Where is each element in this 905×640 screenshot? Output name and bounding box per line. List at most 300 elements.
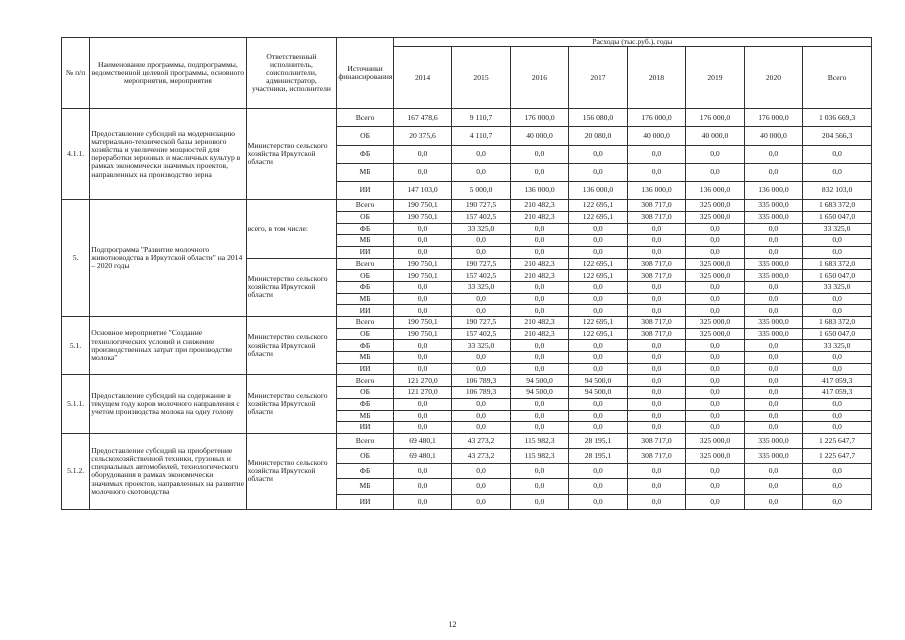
- year-value: 325 000,0: [686, 211, 744, 223]
- year-value: 5 000,0: [452, 181, 510, 199]
- year-value: 325 000,0: [686, 433, 744, 448]
- year-value: 0,0: [452, 494, 510, 509]
- year-value: 0,0: [510, 223, 568, 235]
- year-value: 0,0: [744, 281, 802, 293]
- funding-source: ИИ: [337, 246, 393, 258]
- year-value: 0,0: [686, 375, 744, 387]
- funding-source: МБ: [337, 352, 393, 364]
- year-value: 0,0: [569, 223, 627, 235]
- total-value: 0,0: [803, 398, 872, 410]
- year-value: 0,0: [393, 305, 451, 317]
- year-value: 122 695,1: [569, 258, 627, 270]
- year-value: 0,0: [569, 464, 627, 479]
- total-value: 0,0: [803, 352, 872, 364]
- funding-source: ОБ: [337, 127, 393, 145]
- responsible-executor: Министерство сельского хозяйства Иркутской области: [246, 433, 337, 509]
- year-value: 0,0: [569, 363, 627, 375]
- year-value: 0,0: [393, 422, 451, 434]
- year-value: 335 000,0: [744, 317, 802, 329]
- year-value: 0,0: [393, 293, 451, 305]
- item-number: 4.1.1.: [62, 109, 90, 200]
- funding-source: Всего: [337, 317, 393, 329]
- year-value: 121 270,0: [393, 375, 451, 387]
- funding-source: Всего: [337, 109, 393, 127]
- year-value: 0,0: [510, 494, 568, 509]
- year-value: 325 000,0: [686, 258, 744, 270]
- table-header: [62, 38, 872, 109]
- total-value: 1 683 372,0: [803, 258, 872, 270]
- year-value: 308 717,0: [627, 258, 685, 270]
- funding-source: МБ: [337, 410, 393, 422]
- table-row: [62, 433, 872, 448]
- total-value: 0,0: [803, 293, 872, 305]
- year-value: 40 000,0: [686, 127, 744, 145]
- funding-source: Всего: [337, 258, 393, 270]
- total-value: 1 036 669,3: [803, 109, 872, 127]
- year-value: 9 110,7: [452, 109, 510, 127]
- year-value: 0,0: [510, 352, 568, 364]
- year-value: 0,0: [393, 363, 451, 375]
- year-value: 0,0: [686, 494, 744, 509]
- year-value: 0,0: [686, 235, 744, 247]
- table-row: [62, 109, 872, 127]
- year-value: 122 695,1: [569, 270, 627, 282]
- year-value: 0,0: [627, 387, 685, 399]
- year-value: 122 695,1: [569, 200, 627, 212]
- year-value: 0,0: [510, 410, 568, 422]
- funding-source: Всего: [337, 375, 393, 387]
- year-value: 0,0: [627, 235, 685, 247]
- year-value: 190 750,1: [393, 258, 451, 270]
- year-value: 0,0: [627, 410, 685, 422]
- responsible-executor: всего, в том числе:: [246, 200, 337, 258]
- year-value: 136 000,0: [686, 181, 744, 199]
- year-value: 122 695,1: [569, 211, 627, 223]
- funding-source: ФБ: [337, 281, 393, 293]
- item-name: Предоставление субсидий на модернизацию материально-технической базы зернового хозяйства и увеличение мощностей для переработки зерновых и масличных культур в рамках экономически значимых проектов, направленных на производство зерна: [90, 109, 246, 200]
- year-value: 0,0: [686, 246, 744, 258]
- item-name: Подпрограмма "Развитие молочного животноводства в Иркутской области" на 2014 – 2020 годы: [90, 200, 246, 317]
- funding-source: МБ: [337, 479, 393, 494]
- year-value: 4 110,7: [452, 127, 510, 145]
- year-value: 0,0: [686, 363, 744, 375]
- year-value: 0,0: [393, 410, 451, 422]
- year-value: 0,0: [686, 293, 744, 305]
- item-name: Предоставление субсидий на содержание в текущем году коров молочного направления с учетом производства молока на одну голову: [90, 375, 246, 433]
- year-value: 157 402,5: [452, 211, 510, 223]
- item-number: 5.1.1.: [62, 375, 90, 433]
- funding-source: ИИ: [337, 305, 393, 317]
- year-value: 0,0: [510, 281, 568, 293]
- year-value: 136 000,0: [744, 181, 802, 199]
- total-value: 0,0: [803, 494, 872, 509]
- year-value: 0,0: [452, 410, 510, 422]
- responsible-executor: Министерство сельского хозяйства Иркутской области: [246, 375, 337, 433]
- year-value: 0,0: [744, 398, 802, 410]
- year-value: 0,0: [393, 223, 451, 235]
- funding-source: ИИ: [337, 494, 393, 509]
- year-value: 94 500,0: [569, 375, 627, 387]
- total-value: 0,0: [803, 479, 872, 494]
- year-value: 0,0: [627, 281, 685, 293]
- year-value: 136 000,0: [569, 181, 627, 199]
- year-value: 0,0: [744, 246, 802, 258]
- year-value: 0,0: [569, 422, 627, 434]
- year-value: 0,0: [627, 352, 685, 364]
- year-value: 0,0: [510, 145, 568, 163]
- total-value: 1 683 372,0: [803, 200, 872, 212]
- year-value: 0,0: [627, 340, 685, 352]
- year-value: 0,0: [686, 223, 744, 235]
- year-value: 115 982,3: [510, 449, 568, 464]
- funding-source: Всего: [337, 200, 393, 212]
- item-number: 5.1.2.: [62, 433, 90, 509]
- year-value: 0,0: [510, 293, 568, 305]
- year-value: 0,0: [627, 305, 685, 317]
- year-value: 69 480,1: [393, 449, 451, 464]
- header-name: Наименование программы, подпрограммы, ведомственной целевой программы, основного мероприятия, мероприятия: [90, 38, 246, 109]
- year-value: 308 717,0: [627, 200, 685, 212]
- year-value: 0,0: [686, 352, 744, 364]
- year-value: 0,0: [744, 293, 802, 305]
- year-value: 122 695,1: [569, 317, 627, 329]
- year-value: 0,0: [686, 464, 744, 479]
- year-value: 0,0: [452, 145, 510, 163]
- year-value: 0,0: [744, 375, 802, 387]
- funding-source: ФБ: [337, 145, 393, 163]
- total-value: 0,0: [803, 163, 872, 181]
- year-value: 176 000,0: [686, 109, 744, 127]
- year-value: 115 982,3: [510, 433, 568, 448]
- responsible-executor: Министерство сельского хозяйства Иркутской области: [246, 317, 337, 375]
- year-value: 308 717,0: [627, 270, 685, 282]
- year-value: 0,0: [627, 246, 685, 258]
- item-number: 5.1.: [62, 317, 90, 375]
- total-value: 417 059,3: [803, 375, 872, 387]
- year-value: 0,0: [569, 145, 627, 163]
- year-value: 0,0: [393, 398, 451, 410]
- year-value: 335 000,0: [744, 449, 802, 464]
- year-value: 0,0: [744, 305, 802, 317]
- total-value: 417 059,3: [803, 387, 872, 399]
- year-value: 0,0: [627, 223, 685, 235]
- header-year: 2015: [452, 47, 510, 109]
- year-value: 121 270,0: [393, 387, 451, 399]
- year-value: 0,0: [452, 352, 510, 364]
- year-value: 33 325,0: [452, 223, 510, 235]
- funding-source: МБ: [337, 163, 393, 181]
- funding-source: ИИ: [337, 181, 393, 199]
- year-value: 69 480,1: [393, 433, 451, 448]
- funding-source: ФБ: [337, 398, 393, 410]
- year-value: 0,0: [686, 422, 744, 434]
- year-value: 94 500,0: [510, 375, 568, 387]
- year-value: 0,0: [569, 410, 627, 422]
- year-value: 0,0: [627, 464, 685, 479]
- total-value: 0,0: [803, 246, 872, 258]
- year-value: 40 000,0: [510, 127, 568, 145]
- year-value: 190 750,1: [393, 328, 451, 340]
- total-value: 832 103,0: [803, 181, 872, 199]
- funding-source: ИИ: [337, 363, 393, 375]
- year-value: 0,0: [569, 163, 627, 181]
- header-expenses: Расходы (тыс.руб.), годы: [393, 38, 871, 47]
- year-value: 0,0: [569, 235, 627, 247]
- year-value: 0,0: [452, 163, 510, 181]
- year-value: 0,0: [510, 305, 568, 317]
- total-value: 0,0: [803, 305, 872, 317]
- year-value: 0,0: [686, 145, 744, 163]
- year-value: 0,0: [627, 363, 685, 375]
- year-value: 147 103,0: [393, 181, 451, 199]
- year-value: 167 478,6: [393, 109, 451, 127]
- total-value: 0,0: [803, 363, 872, 375]
- year-value: 94 500,0: [569, 387, 627, 399]
- year-value: 122 695,1: [569, 328, 627, 340]
- year-value: 325 000,0: [686, 317, 744, 329]
- year-value: 0,0: [627, 422, 685, 434]
- item-name: Основное мероприятие "Создание технологических условий и снижение производственных затрат при производстве молока": [90, 317, 246, 375]
- year-value: 136 000,0: [510, 181, 568, 199]
- year-value: 0,0: [744, 363, 802, 375]
- year-value: 176 000,0: [627, 109, 685, 127]
- year-value: 0,0: [510, 398, 568, 410]
- year-value: 190 727,5: [452, 317, 510, 329]
- year-value: 335 000,0: [744, 433, 802, 448]
- funding-source: ФБ: [337, 340, 393, 352]
- header-total: Всего: [803, 47, 872, 109]
- year-value: 0,0: [686, 340, 744, 352]
- year-value: 0,0: [393, 479, 451, 494]
- year-value: 0,0: [569, 281, 627, 293]
- year-value: 176 000,0: [744, 109, 802, 127]
- table-row: [62, 375, 872, 387]
- funding-source: МБ: [337, 293, 393, 305]
- year-value: 0,0: [452, 363, 510, 375]
- year-value: 0,0: [393, 163, 451, 181]
- total-value: 1 650 047,0: [803, 211, 872, 223]
- year-value: 0,0: [510, 422, 568, 434]
- year-value: 308 717,0: [627, 433, 685, 448]
- year-value: 0,0: [744, 352, 802, 364]
- year-value: 0,0: [510, 235, 568, 247]
- year-value: 156 080,0: [569, 109, 627, 127]
- year-value: 0,0: [510, 246, 568, 258]
- header-year: 2016: [510, 47, 568, 109]
- year-value: 0,0: [686, 281, 744, 293]
- year-value: 28 195,1: [569, 433, 627, 448]
- year-value: 157 402,5: [452, 270, 510, 282]
- year-value: 0,0: [686, 387, 744, 399]
- funding-source: Всего: [337, 433, 393, 448]
- year-value: 0,0: [744, 145, 802, 163]
- year-value: 0,0: [569, 246, 627, 258]
- item-name: Предоставление субсидий на приобретение сельскохозяйственной техники, грузовых и специальных автомобилей, технологического оборудования в рамках экономически значимых проектов, направленных на развитие молочного скотоводства: [90, 433, 246, 509]
- total-value: 1 650 047,0: [803, 328, 872, 340]
- year-value: 0,0: [510, 163, 568, 181]
- total-value: 33 325,0: [803, 281, 872, 293]
- funding-source: ОБ: [337, 449, 393, 464]
- year-value: 0,0: [452, 235, 510, 247]
- header-year: 2014: [393, 47, 451, 109]
- year-value: 308 717,0: [627, 449, 685, 464]
- funding-source: ОБ: [337, 328, 393, 340]
- total-value: 1 650 047,0: [803, 270, 872, 282]
- funding-source: ФБ: [337, 223, 393, 235]
- year-value: 335 000,0: [744, 270, 802, 282]
- year-value: 325 000,0: [686, 328, 744, 340]
- total-value: 204 566,3: [803, 127, 872, 145]
- year-value: 0,0: [393, 352, 451, 364]
- year-value: 106 789,3: [452, 375, 510, 387]
- year-value: 28 195,1: [569, 449, 627, 464]
- year-value: 0,0: [744, 410, 802, 422]
- year-value: 325 000,0: [686, 200, 744, 212]
- year-value: 0,0: [569, 293, 627, 305]
- year-value: 0,0: [510, 363, 568, 375]
- year-value: 335 000,0: [744, 328, 802, 340]
- funding-source: ФБ: [337, 464, 393, 479]
- table-row: [62, 317, 872, 329]
- year-value: 94 500,0: [510, 387, 568, 399]
- total-value: 33 325,0: [803, 340, 872, 352]
- total-value: 1 225 647,7: [803, 449, 872, 464]
- total-value: 0,0: [803, 235, 872, 247]
- table-body: [62, 109, 872, 510]
- year-value: 0,0: [627, 293, 685, 305]
- year-value: 0,0: [393, 494, 451, 509]
- header-num: № п/п: [62, 38, 90, 109]
- year-value: 210 482,3: [510, 200, 568, 212]
- year-value: 190 750,1: [393, 270, 451, 282]
- year-value: 20 375,6: [393, 127, 451, 145]
- year-value: 308 717,0: [627, 328, 685, 340]
- year-value: 0,0: [744, 235, 802, 247]
- year-value: 43 273,2: [452, 449, 510, 464]
- year-value: 0,0: [393, 464, 451, 479]
- header-source: Источники финансирования: [337, 38, 393, 109]
- year-value: 190 750,1: [393, 211, 451, 223]
- funding-source: ИИ: [337, 422, 393, 434]
- total-value: 0,0: [803, 145, 872, 163]
- year-value: 0,0: [393, 246, 451, 258]
- year-value: 0,0: [393, 235, 451, 247]
- year-value: 0,0: [510, 464, 568, 479]
- header-year: 2019: [686, 47, 744, 109]
- year-value: 0,0: [569, 479, 627, 494]
- table-row: [62, 200, 872, 212]
- year-value: 0,0: [452, 422, 510, 434]
- year-value: 0,0: [452, 398, 510, 410]
- year-value: 0,0: [744, 387, 802, 399]
- year-value: 0,0: [452, 293, 510, 305]
- page-number: 12: [448, 620, 457, 629]
- year-value: 0,0: [627, 479, 685, 494]
- year-value: 0,0: [686, 163, 744, 181]
- year-value: 33 325,0: [452, 340, 510, 352]
- responsible-executor: Министерство сельского хозяйства Иркутской области: [246, 109, 337, 200]
- item-number: 5.: [62, 200, 90, 317]
- year-value: 0,0: [744, 494, 802, 509]
- year-value: 0,0: [744, 223, 802, 235]
- year-value: 0,0: [393, 145, 451, 163]
- total-value: 33 325,0: [803, 223, 872, 235]
- year-value: 0,0: [569, 340, 627, 352]
- total-value: 1 683 372,0: [803, 317, 872, 329]
- year-value: 210 482,3: [510, 270, 568, 282]
- year-value: 43 273,2: [452, 433, 510, 448]
- year-value: 157 402,5: [452, 328, 510, 340]
- year-value: 335 000,0: [744, 258, 802, 270]
- total-value: 0,0: [803, 422, 872, 434]
- year-value: 0,0: [744, 340, 802, 352]
- year-value: 0,0: [744, 479, 802, 494]
- year-value: 136 000,0: [627, 181, 685, 199]
- year-value: 106 789,3: [452, 387, 510, 399]
- year-value: 308 717,0: [627, 317, 685, 329]
- total-value: 0,0: [803, 410, 872, 422]
- funding-source: ОБ: [337, 211, 393, 223]
- year-value: 308 717,0: [627, 211, 685, 223]
- funding-source: МБ: [337, 235, 393, 247]
- header-year: 2017: [569, 47, 627, 109]
- year-value: 0,0: [686, 398, 744, 410]
- year-value: 335 000,0: [744, 211, 802, 223]
- year-value: 0,0: [569, 398, 627, 410]
- year-value: 0,0: [569, 305, 627, 317]
- year-value: 40 000,0: [744, 127, 802, 145]
- year-value: 210 482,3: [510, 211, 568, 223]
- year-value: 0,0: [452, 305, 510, 317]
- year-value: 0,0: [686, 305, 744, 317]
- year-value: 33 325,0: [452, 281, 510, 293]
- year-value: 0,0: [744, 464, 802, 479]
- year-value: 0,0: [744, 422, 802, 434]
- year-value: 0,0: [510, 479, 568, 494]
- year-value: 190 750,1: [393, 317, 451, 329]
- total-value: 1 225 647,7: [803, 433, 872, 448]
- header-year: 2018: [627, 47, 685, 109]
- year-value: 40 000,0: [627, 127, 685, 145]
- year-value: 0,0: [627, 398, 685, 410]
- year-value: 0,0: [393, 281, 451, 293]
- header-year: 2020: [744, 47, 802, 109]
- year-value: 0,0: [452, 246, 510, 258]
- year-value: 325 000,0: [686, 270, 744, 282]
- year-value: 0,0: [627, 163, 685, 181]
- year-value: 0,0: [686, 410, 744, 422]
- year-value: 176 000,0: [510, 109, 568, 127]
- year-value: 325 000,0: [686, 449, 744, 464]
- year-value: 0,0: [627, 494, 685, 509]
- year-value: 0,0: [569, 352, 627, 364]
- year-value: 210 482,3: [510, 328, 568, 340]
- year-value: 0,0: [393, 340, 451, 352]
- year-value: 210 482,3: [510, 317, 568, 329]
- year-value: 335 000,0: [744, 200, 802, 212]
- year-value: 190 750,1: [393, 200, 451, 212]
- year-value: 0,0: [452, 479, 510, 494]
- year-value: 0,0: [569, 494, 627, 509]
- year-value: 0,0: [627, 375, 685, 387]
- year-value: 0,0: [510, 340, 568, 352]
- year-value: 20 080,0: [569, 127, 627, 145]
- responsible-executor: Министерство сельского хозяйства Иркутской области: [246, 258, 337, 316]
- year-value: 0,0: [686, 479, 744, 494]
- year-value: 0,0: [627, 145, 685, 163]
- funding-source: ОБ: [337, 270, 393, 282]
- budget-table: [61, 37, 872, 510]
